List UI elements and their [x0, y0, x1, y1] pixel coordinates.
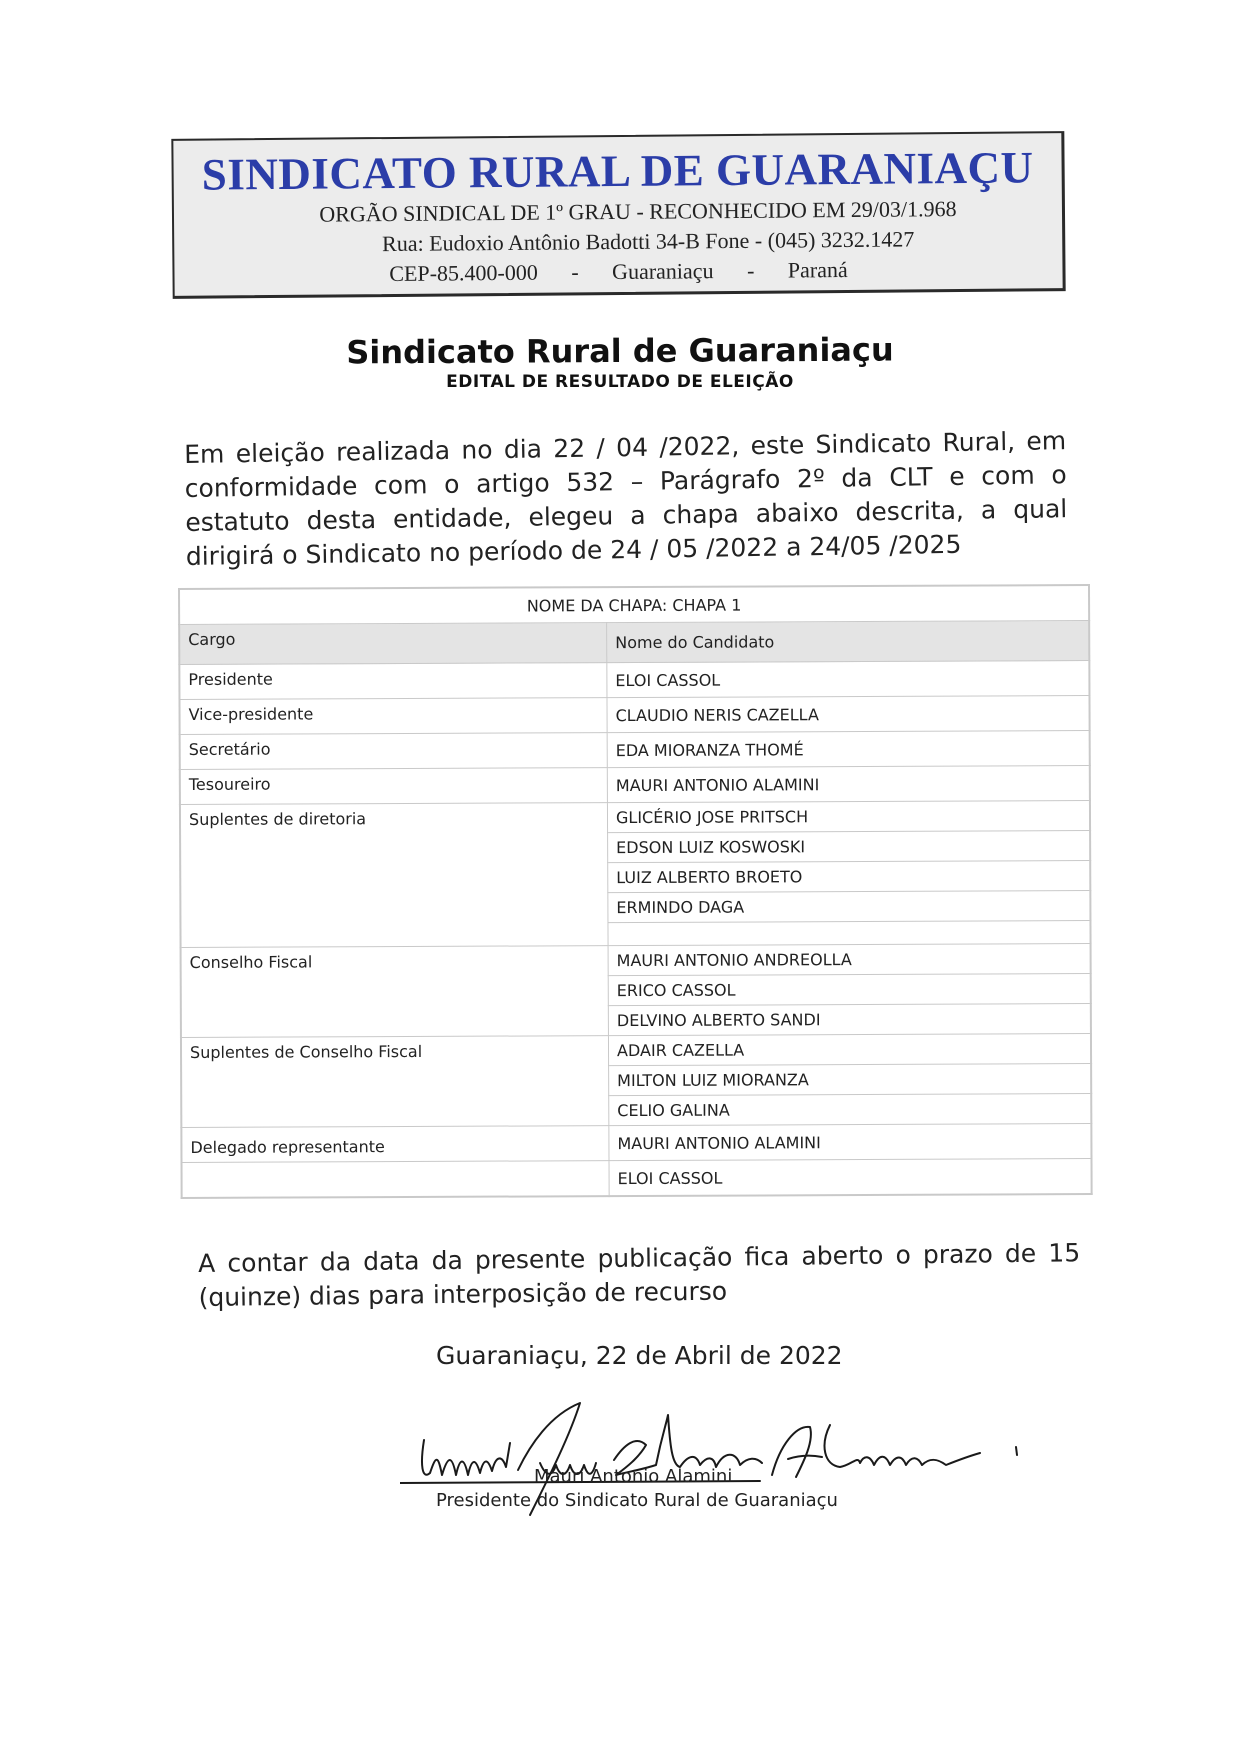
table-caption-row — [179, 585, 1089, 624]
letterhead-name: SINDICATO RURAL DE GUARANIAÇU — [201, 142, 1034, 200]
letterhead-state: Paraná — [787, 257, 848, 283]
nome-cell: EDSON LUIZ KOSWOSKI — [608, 831, 1091, 863]
cargo-cell: Conselho Fiscal — [181, 946, 609, 1038]
letterhead-separator: - — [571, 259, 579, 285]
nome-cell: CLAUDIO NERIS CAZELLA — [607, 696, 1090, 733]
table-row — [181, 1034, 1091, 1068]
letterhead-city: Guaraniaçu — [612, 258, 714, 285]
signer-title: Presidente do Sindicato Rural de Guaraniaçu — [436, 1490, 838, 1511]
letterhead-address: Rua: Eudoxio Antônio Badotti 34-B Fone - (045) 3232.1427 — [381, 226, 915, 257]
letterhead-line-1: ORGÃO SINDICAL DE 1º GRAU - RECONHECIDO EM 29/03/1.968 — [319, 196, 957, 227]
cargo-cell: Vice-presidente — [179, 698, 607, 735]
cargo-cell: Suplentes de diretoria — [180, 803, 608, 948]
table-row — [179, 696, 1089, 735]
handwritten-signature — [400, 1385, 1120, 1545]
nome-cell: ADAIR CAZELLA — [608, 1034, 1091, 1066]
cargo-cell: Suplentes de Conselho Fiscal — [181, 1036, 609, 1128]
letterhead-separator-2: - — [746, 257, 755, 283]
table-row — [179, 661, 1089, 700]
nome-cell: MAURI ANTONIO ALAMINI — [607, 766, 1090, 803]
nome-cell: CELIO GALINA — [609, 1094, 1092, 1126]
letterhead-location — [174, 253, 1062, 291]
nome-cell: EDA MIORANZA THOMÉ — [607, 731, 1090, 768]
table-row — [182, 1159, 1092, 1198]
table-row — [180, 731, 1090, 770]
nome-cell — [608, 921, 1091, 946]
table-header-row — [179, 621, 1089, 665]
nome-cell: ERICO CASSOL — [608, 974, 1091, 1006]
nome-cell: MAURI ANTONIO ANDREOLLA — [608, 944, 1091, 976]
table-row — [180, 766, 1090, 805]
cargo-cell: Delegado representante — [181, 1126, 609, 1163]
cargo-cell: Tesoureiro — [180, 768, 608, 805]
table-row — [181, 1124, 1091, 1163]
letterhead — [171, 131, 1065, 299]
candidates-table — [178, 584, 1093, 1199]
cargo-cell: Secretário — [180, 733, 608, 770]
nome-cell: GLICÉRIO JOSE PRITSCH — [607, 801, 1090, 833]
table-row — [180, 801, 1090, 835]
nome-cell: DELVINO ALBERTO SANDI — [608, 1004, 1091, 1036]
letterhead-cep: CEP-85.400-000 — [389, 259, 538, 287]
election-paragraph: Em eleição realizada no dia 22 / 04 /2022, este Sindicato Rural, em conformidade com o artigo 532 – Parágrafo 2º da CLT e com o estatuto desta entidade, elegeu a chapa abaixo descrita, a qual dirigirá o Sindicato no período de 24 / 05 /2022 a 24/05 /2025 — [184, 426, 1068, 571]
signer-name: Mauri Antonio Alamini — [534, 1466, 733, 1487]
nome-cell: ERMINDO DAGA — [608, 891, 1091, 923]
place-and-date: Guaraniaçu, 22 de Abril de 2022 — [436, 1341, 843, 1370]
nome-cell: MILTON LUIZ MIORANZA — [609, 1064, 1092, 1096]
nome-cell: ELOI CASSOL — [607, 661, 1090, 698]
appeal-notice: A contar da data da presente publicação fica aberto o prazo de 15 (quinze) dias para interposição de recurso — [198, 1238, 1081, 1312]
cargo-cell: Presidente — [179, 663, 607, 700]
nome-cell: LUIZ ALBERTO BROETO — [608, 861, 1091, 893]
column-header-cargo: Cargo — [179, 623, 607, 665]
candidates-table-wrapper — [178, 584, 1093, 1199]
document-subtitle: EDITAL DE RESULTADO DE ELEIÇÃO — [446, 372, 794, 392]
nome-cell: MAURI ANTONIO ALAMINI — [609, 1124, 1092, 1161]
column-header-nome: Nome do Candidato — [607, 621, 1090, 663]
table-row — [181, 944, 1091, 978]
cargo-cell — [182, 1161, 610, 1198]
table-caption: NOME DA CHAPA: CHAPA 1 — [179, 585, 1089, 624]
document-title: Sindicato Rural de Guaraniaçu — [346, 330, 894, 372]
nome-cell: ELOI CASSOL — [609, 1159, 1092, 1197]
